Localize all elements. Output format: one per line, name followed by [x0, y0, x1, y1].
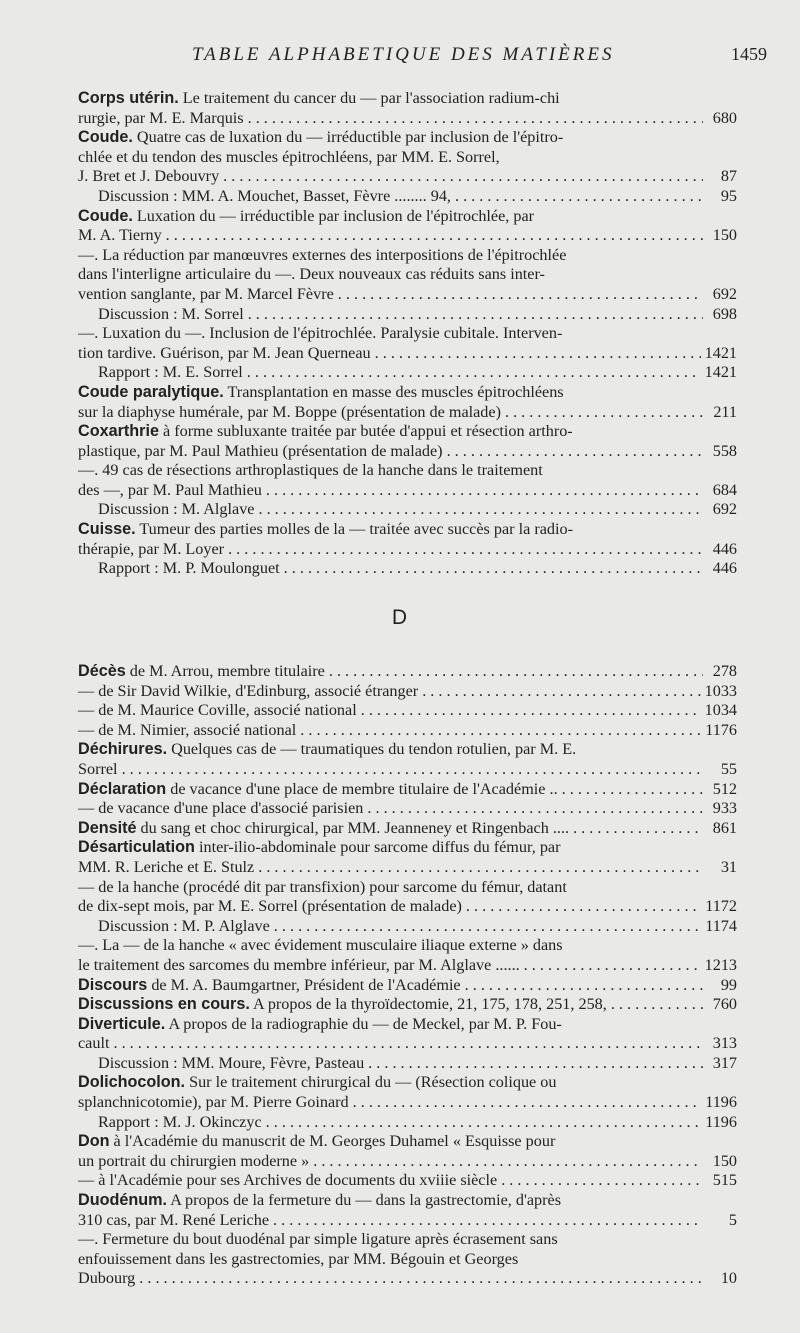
- entry-text: Luxation du — irréductible par inclusion de l'épitrochlée, par: [136, 206, 535, 225]
- entries-d: [78, 662, 737, 1289]
- entry-text: J. Bret et J. Debouvry: [78, 167, 220, 186]
- dot-leader: [248, 109, 703, 129]
- entry-page-number: 680: [712, 108, 737, 127]
- entry-text: chlée et du tendon des muscles épitrochléens, par MM. E. Sorrel,: [78, 147, 500, 166]
- entry-line: [78, 1015, 737, 1035]
- index-entry: [78, 383, 737, 422]
- entry-text: — de la hanche (procédé dit par transfixion) pour sarcome du fémur, datant: [78, 877, 567, 896]
- entry-line: [78, 1230, 737, 1250]
- entry-text: Tumeur des parties molles de la — traitée avec succès par la radio-: [139, 520, 573, 539]
- entry-text: 310 cas, par M. René Leriche: [78, 1210, 270, 1229]
- entry-last-line: [78, 858, 737, 878]
- entry-last-line: [78, 799, 737, 819]
- entry-last-line: [78, 995, 737, 1015]
- index-entry: [78, 917, 737, 937]
- index-entry: [78, 976, 737, 996]
- dot-leader: [223, 167, 703, 187]
- entry-page-number: 1034: [704, 701, 737, 720]
- entry-page-number: 692: [712, 284, 737, 303]
- dot-leader: [273, 1211, 703, 1231]
- entry-line: [78, 324, 737, 344]
- index-entry: [78, 1054, 737, 1074]
- entry-page-number: 1033: [704, 681, 737, 700]
- index-entry: [78, 1191, 737, 1230]
- dot-leader: [353, 1093, 702, 1113]
- entry-line: [78, 1132, 737, 1152]
- dot-leader: [274, 917, 701, 937]
- entry-page-number: 861: [712, 818, 737, 837]
- entry-page-number: 278: [712, 662, 737, 680]
- entry-text: Dubourg: [78, 1269, 136, 1288]
- dot-leader: [266, 481, 703, 501]
- index-entry: [78, 246, 737, 305]
- entry-last-line: [78, 403, 737, 423]
- entry-heading: Duodénum.: [78, 1191, 168, 1210]
- entry-text: Rapport : M. E. Sorrel: [98, 363, 243, 382]
- entry-page-number: 87: [720, 167, 737, 186]
- entry-text: Rapport : M. J. Okinczyc: [98, 1112, 262, 1131]
- entry-text: Sur le traitement chirurgical du — (Résection colique ou: [189, 1073, 557, 1092]
- entry-line: [78, 265, 737, 285]
- entry-last-line: [78, 1034, 737, 1054]
- entry-page-number: 933: [712, 799, 737, 818]
- entry-line: [78, 520, 737, 540]
- entry-page-number: 99: [720, 975, 737, 994]
- entry-last-line: [78, 1269, 737, 1289]
- index-entry: [78, 995, 737, 1015]
- entry-text: le traitement des sarcomes du membre inférieur, par M. Alglave ......: [78, 955, 520, 974]
- entry-text: —. Fermeture du bout duodénal par simple ligature après écrasement sans: [78, 1230, 558, 1249]
- entry-line: [78, 878, 737, 898]
- page-number: 1459: [731, 44, 767, 64]
- entry-text: Sorrel: [78, 759, 118, 778]
- dot-leader: [166, 226, 703, 246]
- entry-line: [78, 461, 737, 481]
- index-entry: [78, 740, 737, 779]
- index-entry: [78, 1171, 737, 1191]
- entry-text: Quatre cas de luxation du — irréductible par inclusion de l'épitro-: [136, 128, 564, 147]
- entry-text: cault: [78, 1034, 110, 1053]
- entry-text: thérapie, par M. Loyer: [78, 539, 225, 558]
- index-entry: [78, 780, 737, 800]
- entry-text: inter-ilio-abdominale pour sarcome diffus du fémur, par: [199, 838, 561, 857]
- entry-last-line: [78, 760, 737, 780]
- index-entry: [78, 799, 737, 819]
- index-entry: [78, 1132, 737, 1171]
- entry-text: A propos de la fermeture du — dans la gastrectomie, d'après: [170, 1191, 562, 1210]
- entry-text: MM. R. Leriche et E. Stulz: [78, 857, 255, 876]
- entry-page-number: 512: [712, 779, 737, 798]
- entry-text: — de Sir David Wilkie, d'Edinburg, associé étranger: [78, 681, 419, 700]
- entry-last-line: [78, 109, 737, 129]
- dot-leader: [505, 403, 703, 423]
- dot-leader: [422, 682, 700, 702]
- entry-last-line: [78, 187, 737, 207]
- entry-page-number: 446: [712, 539, 737, 558]
- index-entry: [78, 1015, 737, 1054]
- entry-last-line: [78, 819, 737, 839]
- entry-heading: Cuisse.: [78, 520, 136, 539]
- entry-last-line: [78, 442, 737, 462]
- entry-line: [78, 740, 737, 760]
- entry-text: Le traitement du cancer du — par l'association radium-chi: [182, 89, 560, 107]
- entry-heading: Corps utérin.: [78, 89, 179, 107]
- entry-line: [78, 936, 737, 956]
- entry-line: [78, 383, 737, 403]
- entry-text: des —, par M. Paul Mathieu: [78, 480, 262, 499]
- dot-leader: [368, 1054, 703, 1074]
- index-entry: [78, 838, 737, 877]
- dot-leader: [113, 1034, 703, 1054]
- index-entry: [78, 363, 737, 383]
- entry-line: [78, 128, 737, 148]
- index-entry: [78, 878, 737, 917]
- dot-leader: [258, 500, 703, 520]
- index-entry: [78, 520, 737, 559]
- entry-heading: Discours: [78, 975, 148, 994]
- entry-heading: Désarticulation: [78, 838, 195, 857]
- index-entry: [78, 721, 737, 741]
- entry-text: Rapport : M. P. Moulonguet: [98, 559, 280, 578]
- entry-line: [78, 422, 737, 442]
- entry-heading: Déclaration: [78, 779, 167, 798]
- index-entry: [78, 89, 737, 128]
- entry-page-number: 1174: [705, 916, 737, 935]
- index-entry: [78, 682, 737, 702]
- section-letter: D: [391, 606, 409, 629]
- entry-text: Discussion : M. P. Alglave: [98, 916, 270, 935]
- entry-page-number: 1172: [705, 897, 737, 916]
- entry-text: tion tardive. Guérison, par M. Jean Querneau: [78, 343, 371, 362]
- entry-text: Discussion : M. Sorrel: [98, 304, 244, 323]
- entry-text: du sang et choc chirurgical, par MM. Jeanneney et Ringenbach ....: [140, 818, 570, 837]
- entry-line: [78, 1191, 737, 1211]
- entry-last-line: [78, 226, 737, 246]
- dot-leader: [573, 819, 703, 839]
- dot-leader: [562, 780, 703, 800]
- index-entry: [78, 422, 737, 461]
- dot-leader: [266, 1113, 702, 1133]
- entry-last-line: [78, 897, 737, 917]
- entry-heading: Décès: [78, 662, 126, 680]
- entry-text: dans l'interligne articulaire du —. Deux nouveaux cas réduits sans inter-: [78, 265, 545, 284]
- entry-line: [78, 148, 737, 168]
- entry-page-number: 150: [712, 226, 737, 245]
- entry-heading: Dolichocolon.: [78, 1073, 186, 1092]
- dot-leader: [375, 344, 701, 364]
- entry-heading: Don: [78, 1132, 110, 1151]
- entry-page-number: 692: [712, 500, 737, 519]
- index-entry: [78, 819, 737, 839]
- index-entry: [78, 701, 737, 721]
- dot-leader: [361, 701, 701, 721]
- entry-text: à l'Académie du manuscrit de M. Georges Duhamel « Esquisse pour: [113, 1132, 556, 1151]
- entry-heading: Densité: [78, 818, 137, 837]
- dot-leader: [300, 721, 701, 741]
- entry-line: [78, 838, 737, 858]
- entry-page-number: 211: [713, 402, 737, 421]
- entry-text: — à l'Académie pour ses Archives de documents du xviiie siècle: [78, 1171, 498, 1190]
- entry-heading: Diverticule.: [78, 1014, 166, 1033]
- entry-page-number: 317: [712, 1053, 737, 1072]
- entry-text: vention sanglante, par M. Marcel Fèvre: [78, 284, 334, 303]
- dot-leader: [313, 1152, 703, 1172]
- entry-last-line: [78, 956, 737, 976]
- index-entry: [78, 559, 737, 579]
- entry-text: Discussion : MM. A. Mouchet, Basset, Fèvre ........ 94,: [98, 186, 451, 205]
- index-entry: [78, 1113, 737, 1133]
- entry-line: [78, 207, 737, 227]
- entry-last-line: [78, 780, 737, 800]
- entry-last-line: [78, 662, 737, 682]
- entry-last-line: [78, 721, 737, 741]
- entry-text: A propos de la thyroïdectomie, 21, 175, 178, 251, 258,: [252, 995, 607, 1014]
- dot-leader: [611, 995, 703, 1015]
- entry-page-number: 5: [728, 1210, 737, 1229]
- entry-line: [78, 1250, 737, 1270]
- entry-last-line: [78, 917, 737, 937]
- entry-text: Quelques cas de — traumatiques du tendon rotulien, par M. E.: [171, 740, 577, 759]
- index-entry: [78, 207, 737, 246]
- entry-text: de M. Arrou, membre titulaire: [129, 662, 325, 680]
- entry-heading: Discussions en cours.: [78, 995, 250, 1014]
- entry-page-number: 1421: [704, 363, 737, 382]
- entry-last-line: [78, 167, 737, 187]
- entry-text: M. A. Tierny: [78, 226, 162, 245]
- entry-last-line: [78, 682, 737, 702]
- dot-leader: [367, 799, 703, 819]
- index-entry: [78, 128, 737, 187]
- dot-leader: [247, 363, 701, 383]
- entry-last-line: [78, 976, 737, 996]
- entry-last-line: [78, 500, 737, 520]
- running-header: [0, 44, 800, 70]
- entry-text: un portrait du chirurgien moderne »: [78, 1151, 310, 1170]
- index-entry: [78, 324, 737, 363]
- entry-page-number: 10: [720, 1269, 737, 1288]
- entry-page-number: 95: [720, 186, 737, 205]
- entry-heading: Coude.: [78, 128, 133, 147]
- dot-leader: [447, 442, 703, 462]
- dot-leader: [284, 559, 703, 579]
- entry-text: à forme subluxante traitée par butée d'appui et résection arthro-: [163, 422, 573, 441]
- entry-page-number: 31: [720, 857, 737, 876]
- entry-text: Discussion : MM. Moure, Fèvre, Pasteau: [98, 1053, 365, 1072]
- entry-text: Discussion : M. Alglave: [98, 500, 255, 519]
- entry-page-number: 1421: [704, 343, 737, 362]
- entry-text: A propos de la radiographie du — de Meckel, par M. P. Fou-: [168, 1014, 562, 1033]
- entry-text: de dix-sept mois, par M. E. Sorrel (présentation de malade): [78, 897, 462, 916]
- entry-last-line: [78, 1093, 737, 1113]
- entry-text: de vacance d'une place de membre titulaire de l'Académie ..: [170, 779, 558, 798]
- index-entry: [78, 1230, 737, 1289]
- entry-last-line: [78, 481, 737, 501]
- dot-leader: [501, 1171, 703, 1191]
- entry-page-number: 150: [712, 1151, 737, 1170]
- index-entry: [78, 187, 737, 207]
- entry-text: —. La réduction par manœuvres externes des interpositions de l'épitrochlée: [78, 245, 567, 264]
- entry-page-number: 1213: [704, 955, 737, 974]
- index-entry: [78, 305, 737, 325]
- entry-page-number: 1196: [705, 1112, 737, 1131]
- dot-leader: [122, 760, 703, 780]
- entry-last-line: [78, 363, 737, 383]
- dot-leader: [465, 976, 703, 996]
- entry-text: —. 49 cas de résections arthroplastiques de la hanche dans le traitement: [78, 461, 543, 480]
- entry-line: [78, 89, 737, 109]
- index-entry: [78, 461, 737, 500]
- page-title: TABLE ALPHABETIQUE DES MATIÈRES: [192, 44, 615, 65]
- entry-text: — de M. Maurice Coville, associé national: [78, 701, 357, 720]
- entry-page-number: 558: [712, 441, 737, 460]
- entry-text: sur la diaphyse humérale, par M. Boppe (présentation de malade): [78, 402, 501, 421]
- entry-heading: Coude paralytique.: [78, 382, 224, 401]
- entry-text: plastique, par M. Paul Mathieu (présentation de malade): [78, 441, 443, 460]
- entry-last-line: [78, 305, 737, 325]
- entry-page-number: 698: [712, 304, 737, 323]
- entry-page-number: 684: [712, 480, 737, 499]
- entry-page-number: 1196: [705, 1093, 737, 1112]
- dot-leader: [455, 187, 703, 207]
- entry-page-number: 1176: [705, 720, 737, 739]
- entry-page-number: 55: [720, 759, 737, 778]
- dot-leader: [258, 858, 703, 878]
- entry-text: —. Luxation du —. Inclusion de l'épitrochlée. Paralysie cubitale. Interven-: [78, 324, 563, 343]
- entry-text: — de M. Nimier, associé national: [78, 720, 297, 739]
- index-entry: [78, 936, 737, 975]
- dot-leader: [139, 1269, 703, 1289]
- entry-last-line: [78, 559, 737, 579]
- entry-line: [78, 1073, 737, 1093]
- dot-leader: [228, 540, 703, 560]
- entry-text: enfouissement dans les gastrectomies, par MM. Bégouin et Georges: [78, 1249, 519, 1268]
- entry-last-line: [78, 344, 737, 364]
- entry-page-number: 760: [712, 995, 737, 1014]
- entry-text: Transplantation en masse des muscles épitrochléens: [227, 382, 564, 401]
- entry-heading: Coxarthrie: [78, 422, 159, 441]
- entry-text: splanchnicotomie), par M. Pierre Goinard: [78, 1093, 349, 1112]
- entry-page-number: 313: [712, 1034, 737, 1053]
- entry-last-line: [78, 1171, 737, 1191]
- dot-leader: [338, 285, 703, 305]
- entry-text: —. La — de la hanche « avec évidement musculaire iliaque externe » dans: [78, 936, 563, 955]
- entry-text: de M. A. Baumgartner, Président de l'Académie: [151, 975, 461, 994]
- entry-page-number: 515: [712, 1171, 737, 1190]
- index-entry: [78, 500, 737, 520]
- dot-leader: [466, 897, 701, 917]
- entry-heading: Coude.: [78, 206, 133, 225]
- entry-last-line: [78, 285, 737, 305]
- entry-last-line: [78, 1152, 737, 1172]
- entry-last-line: [78, 1113, 737, 1133]
- entry-line: [78, 246, 737, 266]
- index-entry: [78, 662, 737, 682]
- entry-last-line: [78, 1054, 737, 1074]
- entry-text: rurgie, par M. E. Marquis: [78, 108, 244, 127]
- dot-leader: [248, 305, 703, 325]
- entry-heading: Déchirures.: [78, 740, 168, 759]
- entry-last-line: [78, 701, 737, 721]
- entry-last-line: [78, 1211, 737, 1231]
- entries-c: [78, 89, 737, 579]
- dot-leader: [329, 662, 703, 682]
- entry-page-number: 446: [712, 559, 737, 578]
- index-entry: [78, 1073, 737, 1112]
- dot-leader: [524, 956, 701, 976]
- entry-last-line: [78, 540, 737, 560]
- entry-text: — de vacance d'une place d'associé parisien: [78, 799, 364, 818]
